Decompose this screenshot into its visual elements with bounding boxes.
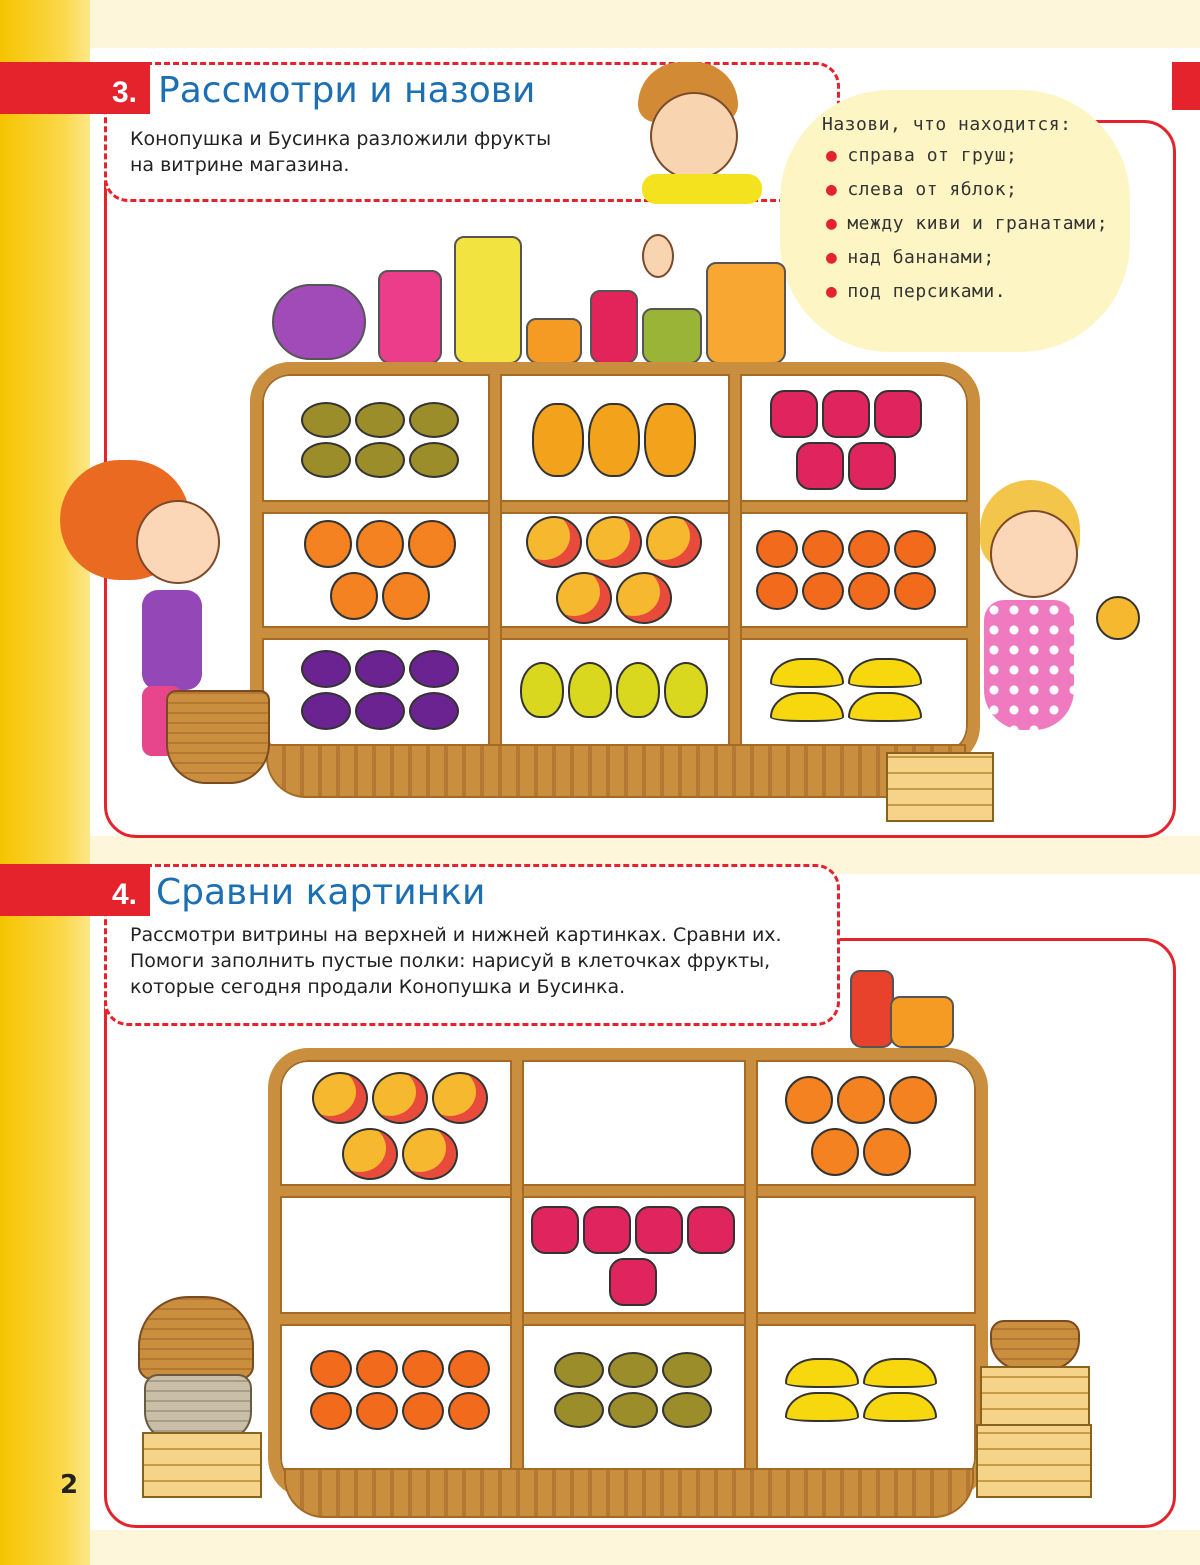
pomegranate-icon bbox=[687, 1206, 735, 1254]
apple-icon bbox=[312, 1072, 368, 1124]
cell-bananas bbox=[766, 1330, 956, 1450]
bottom-pattern-band bbox=[0, 1530, 1200, 1565]
mandarin-icon bbox=[756, 572, 798, 610]
banana-icon bbox=[848, 692, 922, 722]
mandarin-icon bbox=[848, 572, 890, 610]
jar-red-small bbox=[590, 290, 638, 364]
apricot-icon bbox=[785, 1076, 833, 1124]
apricot-icon bbox=[382, 572, 430, 620]
apricot-icon bbox=[330, 572, 378, 620]
mandarin-icon bbox=[848, 530, 890, 568]
apple-icon bbox=[646, 516, 702, 568]
mandarin-icon bbox=[402, 1392, 444, 1430]
cell-apples bbox=[300, 1074, 500, 1178]
jar-purple-jam bbox=[272, 284, 366, 360]
kiwi-icon bbox=[355, 402, 405, 438]
jar-peach-compote bbox=[890, 996, 954, 1048]
mandarin-icon bbox=[356, 1392, 398, 1430]
mandarin-icon bbox=[894, 572, 936, 610]
section3-description-line1: Конопушка и Бусинка разложили фрукты bbox=[130, 128, 552, 150]
kiwi-icon bbox=[409, 402, 459, 438]
apple-icon bbox=[372, 1072, 428, 1124]
girl-right-dress bbox=[984, 600, 1074, 730]
boy-face bbox=[650, 92, 738, 180]
apple-icon bbox=[556, 572, 612, 624]
shelf2-board bbox=[280, 1312, 976, 1326]
shelf1-board bbox=[262, 500, 968, 514]
shelf1-base bbox=[266, 744, 966, 798]
kiwi-icon bbox=[355, 442, 405, 478]
cell-empty[interactable] bbox=[766, 1204, 956, 1308]
page-number: 2 bbox=[60, 1470, 79, 1500]
basket-left-top bbox=[138, 1296, 254, 1380]
mandarin-icon bbox=[448, 1350, 490, 1388]
apricot-icon bbox=[356, 520, 404, 568]
pomegranate-icon bbox=[583, 1206, 631, 1254]
mandarin-icon bbox=[310, 1392, 352, 1430]
pear-icon bbox=[664, 662, 708, 718]
cell-mandarins bbox=[300, 1330, 500, 1450]
apple-icon bbox=[586, 516, 642, 568]
apple-icon bbox=[616, 572, 672, 624]
shelf2-base bbox=[284, 1468, 974, 1518]
girl-right-face bbox=[990, 510, 1078, 598]
pomegranate-icon bbox=[874, 390, 922, 438]
kiwi-icon bbox=[554, 1392, 604, 1428]
kiwi-icon bbox=[301, 402, 351, 438]
banana-icon bbox=[785, 1358, 859, 1388]
section3-description-line2: на витрине магазина. bbox=[130, 154, 350, 176]
pineapple-icon bbox=[644, 403, 696, 477]
banana-icon bbox=[863, 1358, 937, 1388]
basket-right-top bbox=[990, 1320, 1080, 1370]
cell-plums bbox=[282, 642, 478, 738]
bottle-juice bbox=[454, 236, 522, 364]
pomegranate-icon bbox=[848, 442, 896, 490]
jar-pink-jam bbox=[378, 270, 442, 364]
mandarin-icon bbox=[310, 1350, 352, 1388]
pineapple-icon bbox=[532, 403, 584, 477]
apricot-icon bbox=[811, 1128, 859, 1176]
plum-icon bbox=[301, 692, 351, 730]
section4-description-line2: Помоги заполнить пустые полки: нарисуй в клеточках фрукты, bbox=[130, 950, 771, 972]
girl-left-illustration bbox=[56, 460, 276, 790]
boy-illustration bbox=[630, 62, 770, 202]
cell-kiwi bbox=[282, 386, 478, 494]
banana-icon bbox=[785, 1392, 859, 1422]
shelf2-divider bbox=[510, 1060, 524, 1478]
jar-orange-small bbox=[526, 318, 582, 364]
plum-icon bbox=[409, 692, 459, 730]
section4-title: Сравни картинки bbox=[156, 872, 486, 913]
question-heading: Назови, что находится: bbox=[822, 114, 1072, 135]
banana-icon bbox=[848, 658, 922, 688]
cell-empty[interactable] bbox=[530, 1074, 736, 1178]
plum-icon bbox=[355, 650, 405, 688]
banana-icon bbox=[770, 658, 844, 688]
pear-icon bbox=[520, 662, 564, 718]
pomegranate-icon bbox=[796, 442, 844, 490]
question-list bbox=[822, 114, 1122, 315]
mandarin-icon bbox=[802, 572, 844, 610]
apricot-icon bbox=[863, 1128, 911, 1176]
section4-number: 4. bbox=[112, 878, 138, 911]
cell-apricots bbox=[282, 518, 478, 622]
apple-icon bbox=[526, 516, 582, 568]
kiwi-icon bbox=[409, 442, 459, 478]
apricot-icon bbox=[837, 1076, 885, 1124]
kiwi-icon bbox=[662, 1392, 712, 1428]
plum-icon bbox=[409, 650, 459, 688]
pomegranate-icon bbox=[531, 1206, 579, 1254]
kiwi-icon bbox=[608, 1392, 658, 1428]
section4-description-line3: которые сегодня продали Конопушка и Бусинка. bbox=[130, 976, 626, 998]
cell-mandarins bbox=[748, 518, 944, 622]
pear-icon bbox=[616, 662, 660, 718]
section3-number: 3. bbox=[112, 76, 138, 109]
cell-pears bbox=[508, 642, 720, 738]
kiwi-icon bbox=[554, 1352, 604, 1388]
jar-apricot bbox=[706, 262, 786, 364]
question-item: ● между киви и гранатами; bbox=[844, 213, 1122, 234]
pomegranate-icon bbox=[609, 1258, 657, 1306]
cell-pineapples bbox=[508, 386, 720, 494]
question-item: ● слева от яблок; bbox=[844, 179, 1122, 200]
section4-description-line1: Рассмотри витрины на верхней и нижней картинках. Сравни их. bbox=[130, 924, 782, 946]
mandarin-icon bbox=[756, 530, 798, 568]
kiwi-icon bbox=[301, 442, 351, 478]
question-item: ● над бананами; bbox=[844, 247, 1122, 268]
apricot-icon bbox=[408, 520, 456, 568]
pineapple-icon bbox=[588, 403, 640, 477]
pomegranate-icon bbox=[635, 1206, 683, 1254]
question-item: ● под персиками. bbox=[844, 281, 1122, 302]
mandarin-icon bbox=[356, 1350, 398, 1388]
mandarin-icon bbox=[448, 1392, 490, 1430]
plum-icon bbox=[301, 650, 351, 688]
wooden-crate bbox=[886, 752, 994, 822]
jar-red-juice bbox=[850, 970, 894, 1048]
pear-icon bbox=[568, 662, 612, 718]
pomegranate-icon bbox=[822, 390, 870, 438]
apple-icon bbox=[402, 1128, 458, 1180]
cell-kiwi bbox=[530, 1330, 736, 1450]
mandarin-icon bbox=[894, 530, 936, 568]
cell-pomegranates bbox=[530, 1204, 736, 1308]
mandarin-icon bbox=[802, 530, 844, 568]
apple-icon bbox=[432, 1072, 488, 1124]
section3-title: Рассмотри и назови bbox=[158, 70, 536, 111]
shelf2-board bbox=[280, 1184, 976, 1198]
girl-left-dress bbox=[142, 590, 202, 690]
crate-right-bottom bbox=[976, 1424, 1092, 1498]
cell-empty[interactable] bbox=[300, 1204, 500, 1308]
pomegranate-icon bbox=[770, 390, 818, 438]
jar-green-small bbox=[642, 308, 702, 364]
cell-bananas bbox=[748, 642, 944, 738]
kiwi-icon bbox=[662, 1352, 712, 1388]
shelf1-divider bbox=[728, 374, 742, 744]
apricot-icon bbox=[304, 520, 352, 568]
right-edge-tab bbox=[1172, 62, 1200, 110]
question-item: ● справа от груш; bbox=[844, 145, 1122, 166]
boy-shirt bbox=[642, 174, 762, 204]
top-pattern-band bbox=[0, 0, 1200, 48]
apricot-icon bbox=[889, 1076, 937, 1124]
shelf1-board bbox=[262, 626, 968, 640]
shelf1-divider bbox=[488, 374, 502, 744]
cell-apples bbox=[508, 518, 720, 622]
kiwi-icon bbox=[608, 1352, 658, 1388]
banana-icon bbox=[863, 1392, 937, 1422]
girl-right-apple bbox=[1096, 596, 1140, 640]
cell-apricots bbox=[766, 1074, 956, 1178]
mandarin-icon bbox=[402, 1350, 444, 1388]
apple-icon bbox=[342, 1128, 398, 1180]
shelf2-divider bbox=[744, 1060, 758, 1478]
girl-left-face bbox=[136, 500, 220, 584]
crate-right-top bbox=[980, 1366, 1090, 1426]
cell-pomegranates bbox=[748, 386, 944, 494]
girl-left-basket bbox=[166, 690, 270, 784]
plum-icon bbox=[355, 692, 405, 730]
banana-icon bbox=[770, 692, 844, 722]
crate-left bbox=[142, 1432, 262, 1498]
boy-hand bbox=[642, 234, 674, 278]
